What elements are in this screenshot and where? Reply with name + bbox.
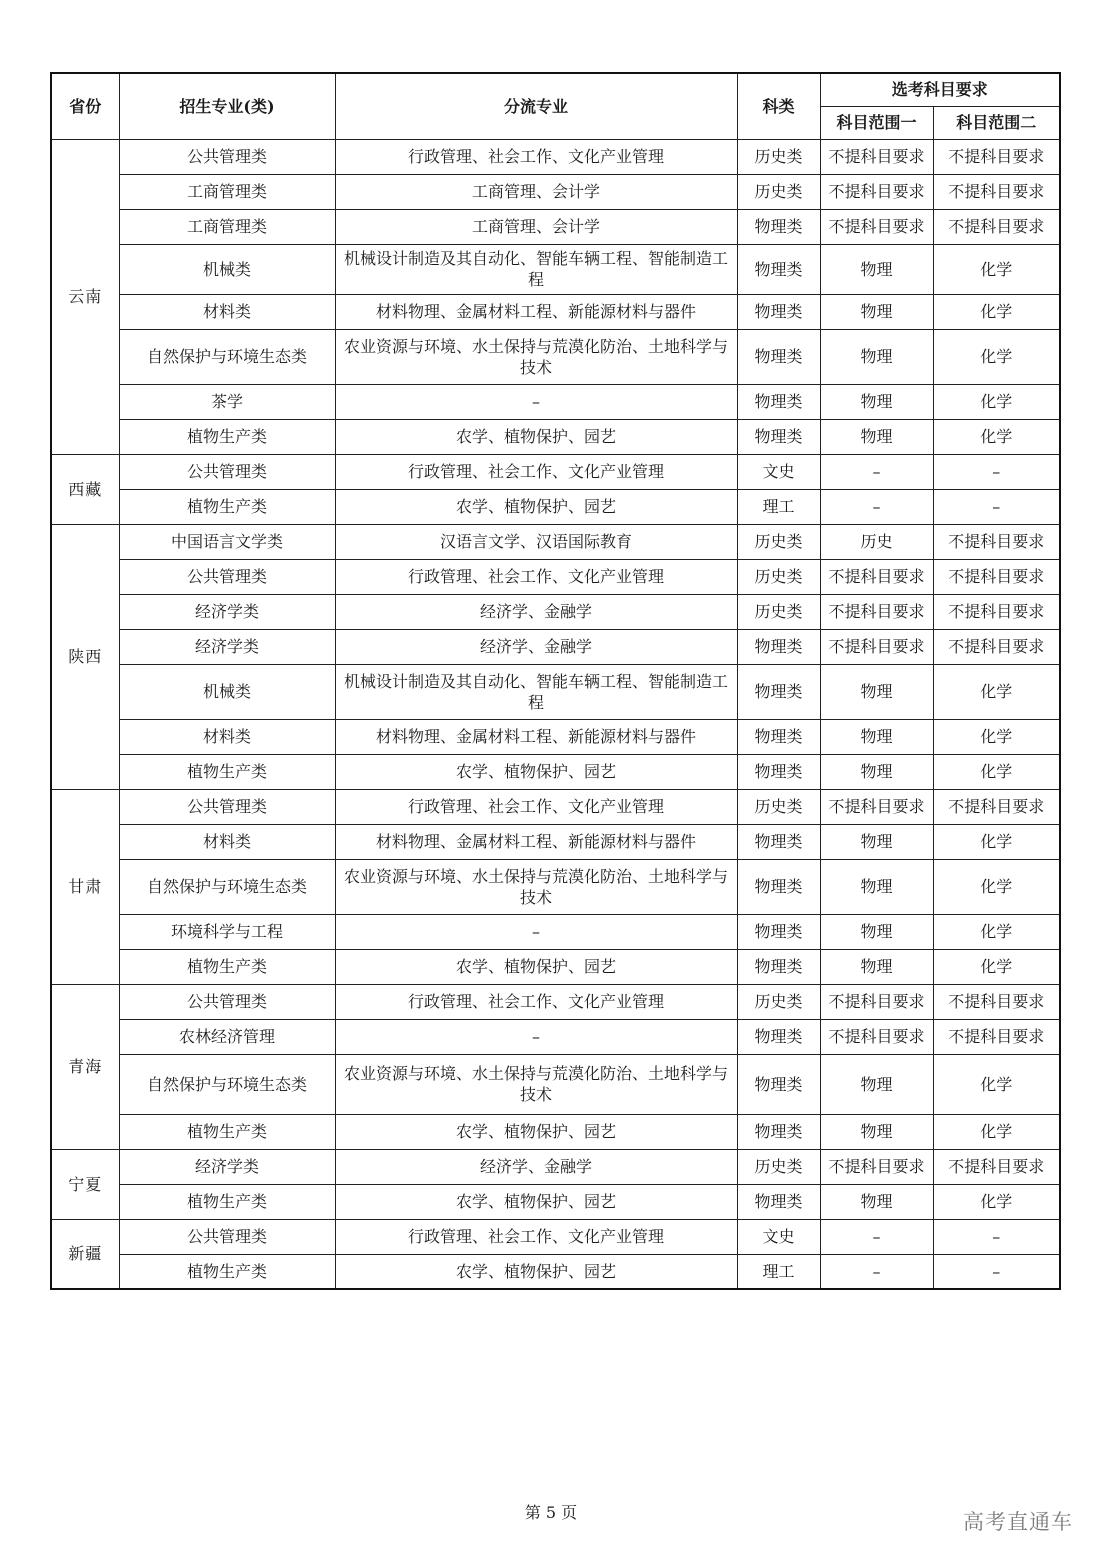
major-cell: 材料类 [119,719,335,754]
major-cell: 机械类 [119,244,335,294]
branch-cell: 经济学、金融学 [335,594,737,629]
page-number: 第 5 页 [524,1503,578,1522]
category-cell: 物理类 [737,294,820,329]
range2-cell: 不提科目要求 [933,209,1060,244]
table-row [51,1114,1060,1149]
range1-cell: 不提科目要求 [820,174,933,209]
category-cell: 理工 [737,1254,820,1289]
table-row [51,719,1060,754]
range1-cell: 物理 [820,824,933,859]
major-cell: 植物生产类 [119,1184,335,1219]
table-row [51,754,1060,789]
range2-cell: 化学 [933,914,1060,949]
category-cell: 历史类 [737,524,820,559]
branch-cell: 行政管理、社会工作、文化产业管理 [335,984,737,1019]
branch-cell: – [335,384,737,419]
province-cell: 宁夏 [51,1149,119,1219]
branch-cell: 机械设计制造及其自动化、智能车辆工程、智能制造工程 [335,664,737,719]
range1-cell: 物理 [820,914,933,949]
range1-cell: 不提科目要求 [820,209,933,244]
category-cell: 物理类 [737,859,820,914]
range2-cell: 化学 [933,949,1060,984]
table-row [51,384,1060,419]
province-cell: 甘肃 [51,789,119,984]
branch-cell: 材料物理、金属材料工程、新能源材料与器件 [335,294,737,329]
major-cell: 植物生产类 [119,489,335,524]
major-cell: 中国语言文学类 [119,524,335,559]
table-row [51,1254,1060,1289]
table-row [51,1054,1060,1114]
table-row [51,454,1060,489]
category-cell: 物理类 [737,629,820,664]
branch-cell: 材料物理、金属材料工程、新能源材料与器件 [335,824,737,859]
major-cell: 植物生产类 [119,1254,335,1289]
range2-cell: 化学 [933,244,1060,294]
range1-cell: – [820,489,933,524]
major-cell: 自然保护与环境生态类 [119,329,335,384]
province-cell: 陕西 [51,524,119,789]
table-row [51,419,1060,454]
table-row [51,489,1060,524]
major-cell: 公共管理类 [119,789,335,824]
range1-cell: 物理 [820,244,933,294]
range1-cell: 不提科目要求 [820,789,933,824]
major-cell: 经济学类 [119,629,335,664]
branch-cell: 行政管理、社会工作、文化产业管理 [335,454,737,489]
major-cell: 公共管理类 [119,454,335,489]
branch-cell: 农学、植物保护、园艺 [335,489,737,524]
table-row [51,294,1060,329]
range2-cell: 化学 [933,1054,1060,1114]
range1-cell: – [820,1219,933,1254]
range2-cell: 不提科目要求 [933,1149,1060,1184]
category-cell: 物理类 [737,824,820,859]
branch-cell: 农学、植物保护、园艺 [335,1114,737,1149]
category-cell: 物理类 [737,719,820,754]
table-row [51,629,1060,664]
major-cell: 工商管理类 [119,174,335,209]
branch-cell: 农学、植物保护、园艺 [335,1184,737,1219]
range2-cell: 化学 [933,1184,1060,1219]
range1-cell: 物理 [820,949,933,984]
table-row [51,594,1060,629]
branch-cell: – [335,1019,737,1054]
category-cell: 物理类 [737,384,820,419]
range1-cell: 物理 [820,329,933,384]
range2-cell: 不提科目要求 [933,174,1060,209]
range2-cell: 化学 [933,824,1060,859]
range2-cell: 不提科目要求 [933,559,1060,594]
branch-cell: – [335,914,737,949]
category-cell: 物理类 [737,914,820,949]
branch-cell: 农业资源与环境、水土保持与荒漠化防治、土地科学与技术 [335,329,737,384]
header-major: 招生专业(类) [119,73,335,139]
major-cell: 植物生产类 [119,754,335,789]
header-category: 科类 [737,73,820,139]
major-cell: 植物生产类 [119,1114,335,1149]
branch-cell: 汉语言文学、汉语国际教育 [335,524,737,559]
branch-cell: 工商管理、会计学 [335,209,737,244]
range1-cell: 物理 [820,754,933,789]
range1-cell: 历史 [820,524,933,559]
range2-cell: 不提科目要求 [933,984,1060,1019]
range2-cell: 化学 [933,859,1060,914]
range2-cell: 不提科目要求 [933,594,1060,629]
branch-cell: 行政管理、社会工作、文化产业管理 [335,559,737,594]
watermark: 高考直通车 [963,1510,1073,1534]
range2-cell: 化学 [933,754,1060,789]
major-cell: 材料类 [119,294,335,329]
range2-cell: 化学 [933,719,1060,754]
category-cell: 物理类 [737,419,820,454]
range1-cell: 不提科目要求 [820,139,933,174]
range2-cell: 不提科目要求 [933,524,1060,559]
category-cell: 物理类 [737,1184,820,1219]
province-cell: 云南 [51,139,119,454]
range1-cell: 物理 [820,1054,933,1114]
range1-cell: 不提科目要求 [820,1019,933,1054]
category-cell: 历史类 [737,789,820,824]
range2-cell: 不提科目要求 [933,139,1060,174]
range1-cell: 物理 [820,1184,933,1219]
major-cell: 茶学 [119,384,335,419]
range1-cell: 物理 [820,384,933,419]
category-cell: 物理类 [737,1019,820,1054]
category-cell: 历史类 [737,139,820,174]
table-row [51,209,1060,244]
range2-cell: – [933,489,1060,524]
table-row [51,244,1060,294]
range2-cell: 化学 [933,384,1060,419]
range1-cell: 不提科目要求 [820,984,933,1019]
major-cell: 环境科学与工程 [119,914,335,949]
branch-cell: 经济学、金融学 [335,1149,737,1184]
table-row [51,174,1060,209]
range1-cell: 物理 [820,419,933,454]
branch-cell: 材料物理、金属材料工程、新能源材料与器件 [335,719,737,754]
range2-cell: – [933,454,1060,489]
range1-cell: 不提科目要求 [820,629,933,664]
range2-cell: – [933,1254,1060,1289]
major-cell: 公共管理类 [119,1219,335,1254]
header-branch: 分流专业 [335,73,737,139]
major-cell: 经济学类 [119,594,335,629]
table-row [51,949,1060,984]
table-row [51,664,1060,719]
major-cell: 公共管理类 [119,139,335,174]
table-row [51,789,1060,824]
major-cell: 植物生产类 [119,419,335,454]
branch-cell: 行政管理、社会工作、文化产业管理 [335,1219,737,1254]
range2-cell: 化学 [933,664,1060,719]
table-row [51,914,1060,949]
table-row [51,1019,1060,1054]
category-cell: 物理类 [737,209,820,244]
major-cell: 自然保护与环境生态类 [119,1054,335,1114]
table-row [51,524,1060,559]
range1-cell: 物理 [820,1114,933,1149]
range1-cell: 物理 [820,859,933,914]
category-cell: 物理类 [737,949,820,984]
range2-cell: 不提科目要求 [933,789,1060,824]
range1-cell: 物理 [820,719,933,754]
branch-cell: 农业资源与环境、水土保持与荒漠化防治、土地科学与技术 [335,1054,737,1114]
header-province: 省份 [51,73,119,139]
table-row [51,1184,1060,1219]
major-cell: 工商管理类 [119,209,335,244]
province-cell: 新疆 [51,1219,119,1289]
category-cell: 历史类 [737,984,820,1019]
major-cell: 公共管理类 [119,984,335,1019]
branch-cell: 农学、植物保护、园艺 [335,754,737,789]
category-cell: 历史类 [737,1149,820,1184]
header-range-2: 科目范围二 [933,106,1060,139]
major-cell: 植物生产类 [119,949,335,984]
table-row [51,329,1060,384]
branch-cell: 行政管理、社会工作、文化产业管理 [335,139,737,174]
province-cell: 青海 [51,984,119,1149]
range1-cell: 物理 [820,294,933,329]
branch-cell: 工商管理、会计学 [335,174,737,209]
major-cell: 经济学类 [119,1149,335,1184]
major-cell: 机械类 [119,664,335,719]
table-row [51,1219,1060,1254]
table-body [51,139,1060,1289]
table-row [51,1149,1060,1184]
range2-cell: 化学 [933,1114,1060,1149]
branch-cell: 农学、植物保护、园艺 [335,949,737,984]
range1-cell: 不提科目要求 [820,559,933,594]
table-row [51,984,1060,1019]
category-cell: 历史类 [737,174,820,209]
range2-cell: 不提科目要求 [933,1019,1060,1054]
range2-cell: 化学 [933,329,1060,384]
range1-cell: 不提科目要求 [820,1149,933,1184]
table-row [51,139,1060,174]
category-cell: 文史 [737,454,820,489]
major-cell: 材料类 [119,824,335,859]
range1-cell: – [820,1254,933,1289]
table-row [51,859,1060,914]
branch-cell: 机械设计制造及其自动化、智能车辆工程、智能制造工程 [335,244,737,294]
range1-cell: 不提科目要求 [820,594,933,629]
category-cell: 物理类 [737,664,820,719]
branch-cell: 行政管理、社会工作、文化产业管理 [335,789,737,824]
branch-cell: 经济学、金融学 [335,629,737,664]
range2-cell: 不提科目要求 [933,629,1060,664]
range1-cell: – [820,454,933,489]
category-cell: 物理类 [737,1054,820,1114]
range2-cell: 化学 [933,294,1060,329]
branch-cell: 农学、植物保护、园艺 [335,1254,737,1289]
category-cell: 文史 [737,1219,820,1254]
header-subject-requirement: 选考科目要求 [820,73,1060,106]
major-cell: 农林经济管理 [119,1019,335,1054]
category-cell: 物理类 [737,1114,820,1149]
category-cell: 物理类 [737,244,820,294]
category-cell: 历史类 [737,594,820,629]
branch-cell: 农业资源与环境、水土保持与荒漠化防治、土地科学与技术 [335,859,737,914]
major-cell: 自然保护与环境生态类 [119,859,335,914]
major-cell: 公共管理类 [119,559,335,594]
table-row [51,824,1060,859]
category-cell: 历史类 [737,559,820,594]
category-cell: 物理类 [737,754,820,789]
branch-cell: 农学、植物保护、园艺 [335,419,737,454]
category-cell: 理工 [737,489,820,524]
header-range-1: 科目范围一 [820,106,933,139]
province-cell: 西藏 [51,454,119,524]
range1-cell: 物理 [820,664,933,719]
range2-cell: – [933,1219,1060,1254]
range2-cell: 化学 [933,419,1060,454]
table-row [51,559,1060,594]
category-cell: 物理类 [737,329,820,384]
admissions-table [50,72,1061,1290]
